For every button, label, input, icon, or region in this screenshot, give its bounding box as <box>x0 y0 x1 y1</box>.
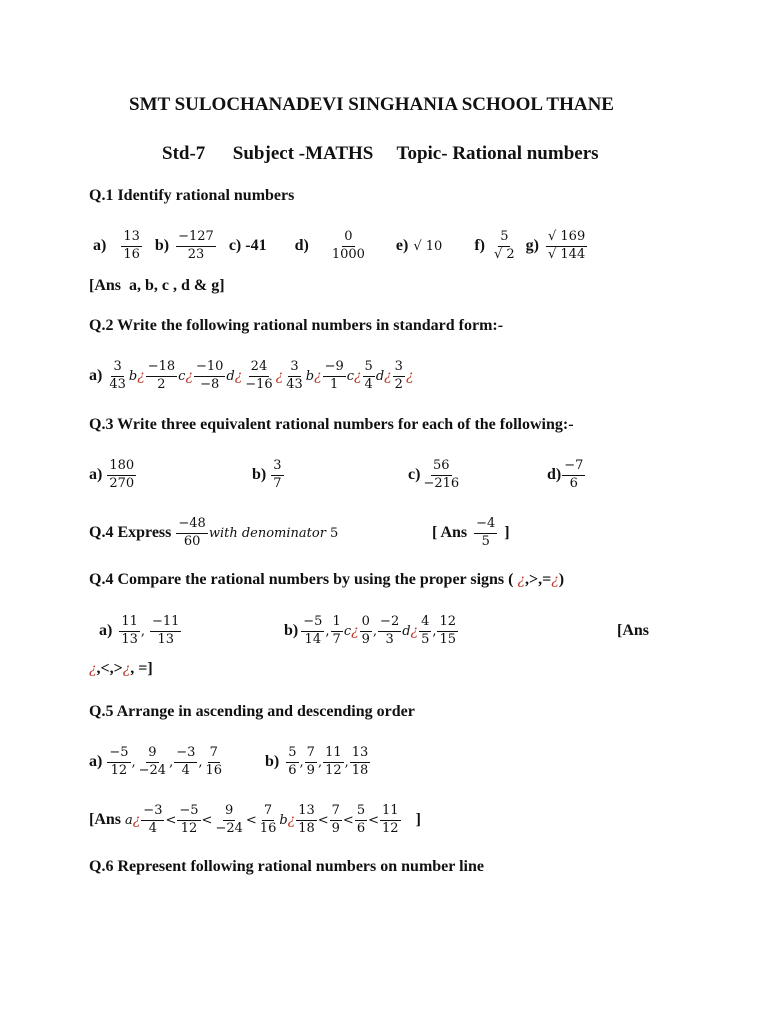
header-line <box>162 143 599 165</box>
q4-express: Q.4 Express $\frac{-48}{60}$ with denominator 5 <box>89 515 339 549</box>
q3-b: b) $\frac{3}{7}$ <box>252 457 282 491</box>
fraction: $\frac{-5}{12}$ <box>109 744 129 778</box>
fraction: $\frac{-3}{4}$ <box>143 802 163 836</box>
q1-e-label: e) <box>395 237 409 254</box>
q1-f-label: f) <box>474 237 485 254</box>
fraction: $\frac{-9}{1}$ <box>324 358 344 392</box>
fraction: $\frac{-2}{3}$ <box>380 613 400 647</box>
fraction: $\frac{7}{9}$ <box>306 744 315 778</box>
q1-d-label: d) <box>294 237 309 254</box>
subject-label: Subject -MATHS <box>232 143 374 164</box>
fraction: $\frac{3}{2}$ <box>394 358 403 392</box>
fraction: $\frac{9}{-24}$ <box>138 744 167 778</box>
q1-b-label: b) <box>154 237 170 254</box>
fraction: $\frac{5}{4}$ <box>364 358 373 392</box>
fraction: $\frac{180}{270}$ <box>109 457 135 491</box>
fraction: $\frac{-11}{13}$ <box>152 613 180 647</box>
fraction: $\frac{4}{5}$ <box>421 613 430 647</box>
fraction: $\frac{-4}{5}$ <box>476 515 496 549</box>
fraction: $\frac{7}{9}$ <box>331 802 340 836</box>
q1-e-value: √ 10 <box>413 238 443 254</box>
fraction: $\frac{3}{43}$ <box>109 358 126 392</box>
q1-a-label: a) <box>93 237 107 254</box>
fraction: $\frac{-3}{4}$ <box>176 744 196 778</box>
fraction: $\frac{11}{13}$ <box>121 613 138 647</box>
q4b-a: a) $\frac{11}{13}$ , $\frac{-11}{13}$ <box>99 613 180 647</box>
q1-title: Q.1 Identify rational numbers <box>89 187 295 204</box>
q3-d: d) $\frac{-7}{6}$ <box>547 457 584 491</box>
fraction: $\frac{13}{18}$ <box>298 802 315 836</box>
q2-title: Q.2 Write the following rational numbers in standard form:- <box>89 317 504 334</box>
q2-expression: a) $\frac{3}{43}$ b ¿ $\frac{-18}{2}$ c ¿ $\frac{-10}{-8}$ d ¿ $\frac{24}{-16}$ ¿ $\frac{3}{43}$ b ¿ $\frac{-9}{1}$ c ¿ $\frac{5}{4}$ d ¿ $\frac{3}{2}$ ¿ <box>89 358 414 392</box>
fraction: $\frac{13}{16}$ <box>123 228 140 262</box>
fraction: $\frac{5}{6}$ <box>356 802 366 836</box>
topic-label: Topic- Rational numbers <box>396 143 599 164</box>
q3-a: a) $\frac{180}{270}$ <box>89 457 135 491</box>
fraction: $\frac{-48}{60}$ <box>178 515 206 549</box>
fraction: $\frac{11}{12}$ <box>325 744 342 778</box>
fraction: $\frac{56}{-216}$ <box>423 457 460 491</box>
q1-c-text: c) -41 <box>228 237 267 254</box>
fraction: $\frac{1}{7}$ <box>332 613 341 647</box>
q4b-answer-line2: ¿ ,<,> ¿ , =] <box>89 660 153 677</box>
q4b-b: b) $\frac{-5}{14}$ , $\frac{1}{7}$ c ¿ $\frac{0}{9}$ , $\frac{-2}{3}$ d ¿ $\frac{4}{5}$ , $\frac{12}{15}$ <box>284 613 457 647</box>
q5-a: a) $\frac{-5}{12}$ , $\frac{9}{-24}$ , $\frac{-3}{4}$ , $\frac{7}{16}$ <box>89 744 223 778</box>
fraction: $\frac{0}{9}$ <box>361 613 370 647</box>
fraction: $\frac{-127}{23}$ <box>178 228 214 262</box>
q1-g-label: g) <box>525 237 539 254</box>
q5-title: Q.5 Arrange in ascending and descending order <box>89 703 415 720</box>
q1-answer: [Ans a, b, c , d & g] <box>89 277 225 294</box>
fraction: $\frac{-5}{14}$ <box>303 613 323 647</box>
fraction: $\frac{3}{43}$ <box>286 358 303 392</box>
fraction: $\frac{24}{-16}$ <box>245 358 273 392</box>
fraction: $\frac{5}{6}$ <box>288 744 297 778</box>
q4b-answer-prefix: [Ans <box>617 622 650 639</box>
fraction: $\frac{-5}{12}$ <box>179 802 199 836</box>
q4b-title: Q.4 Compare the rational numbers by using the proper signs ( ¿ ,>,= ¿ ) <box>89 571 565 588</box>
fraction: $\frac{√ 169}{√ 144}$ <box>548 228 586 262</box>
fraction: $\frac{13}{18}$ <box>351 744 369 778</box>
fraction: $\frac{7}{16}$ <box>259 802 277 836</box>
fraction: $\frac{-18}{2}$ <box>147 358 176 392</box>
fraction: $\frac{9}{-24}$ <box>215 802 243 836</box>
school-title: SMT SULOCHANADEVI SINGHANIA SCHOOL THANE <box>129 94 614 115</box>
std-label: Std-7 <box>162 143 206 164</box>
fraction: $\frac{-7}{6}$ <box>564 457 584 491</box>
fraction: $\frac{-10}{-8}$ <box>195 358 224 392</box>
q3-c: c) $\frac{56}{-216}$ <box>408 457 460 491</box>
fraction: $\frac{5}{√ 2}$ <box>493 228 515 262</box>
q3-title: Q.3 Write three equivalent rational numbers for each of the following:- <box>89 416 574 433</box>
q1-options <box>93 226 588 266</box>
q4-answer: [ Ans $\frac{-4}{5}$ ] <box>432 515 510 549</box>
fraction: $\frac{11}{12}$ <box>382 802 399 836</box>
q6-title: Q.6 Represent following rational numbers on number line <box>89 858 484 875</box>
q5-b: b) $\frac{5}{6}$ , $\frac{7}{9}$ , $\frac{11}{12}$ , $\frac{13}{18}$ <box>265 744 369 778</box>
fraction: $\frac{7}{16}$ <box>205 744 223 778</box>
fraction: $\frac{12}{15}$ <box>439 613 457 647</box>
q5-answer: [Ans a ¿ $\frac{-3}{4}$ < $\frac{-5}{12}$ < $\frac{9}{-24}$ < $\frac{7}{16}$ b ¿ $\frac{13}{18}$ < $\frac{7}{9}$ < $\frac{5}{6}$ < $\frac{11}{12}$ ] <box>89 802 421 836</box>
fraction: $\frac{0}{1000}$ <box>331 228 365 262</box>
fraction: $\frac{3}{7}$ <box>273 457 282 491</box>
